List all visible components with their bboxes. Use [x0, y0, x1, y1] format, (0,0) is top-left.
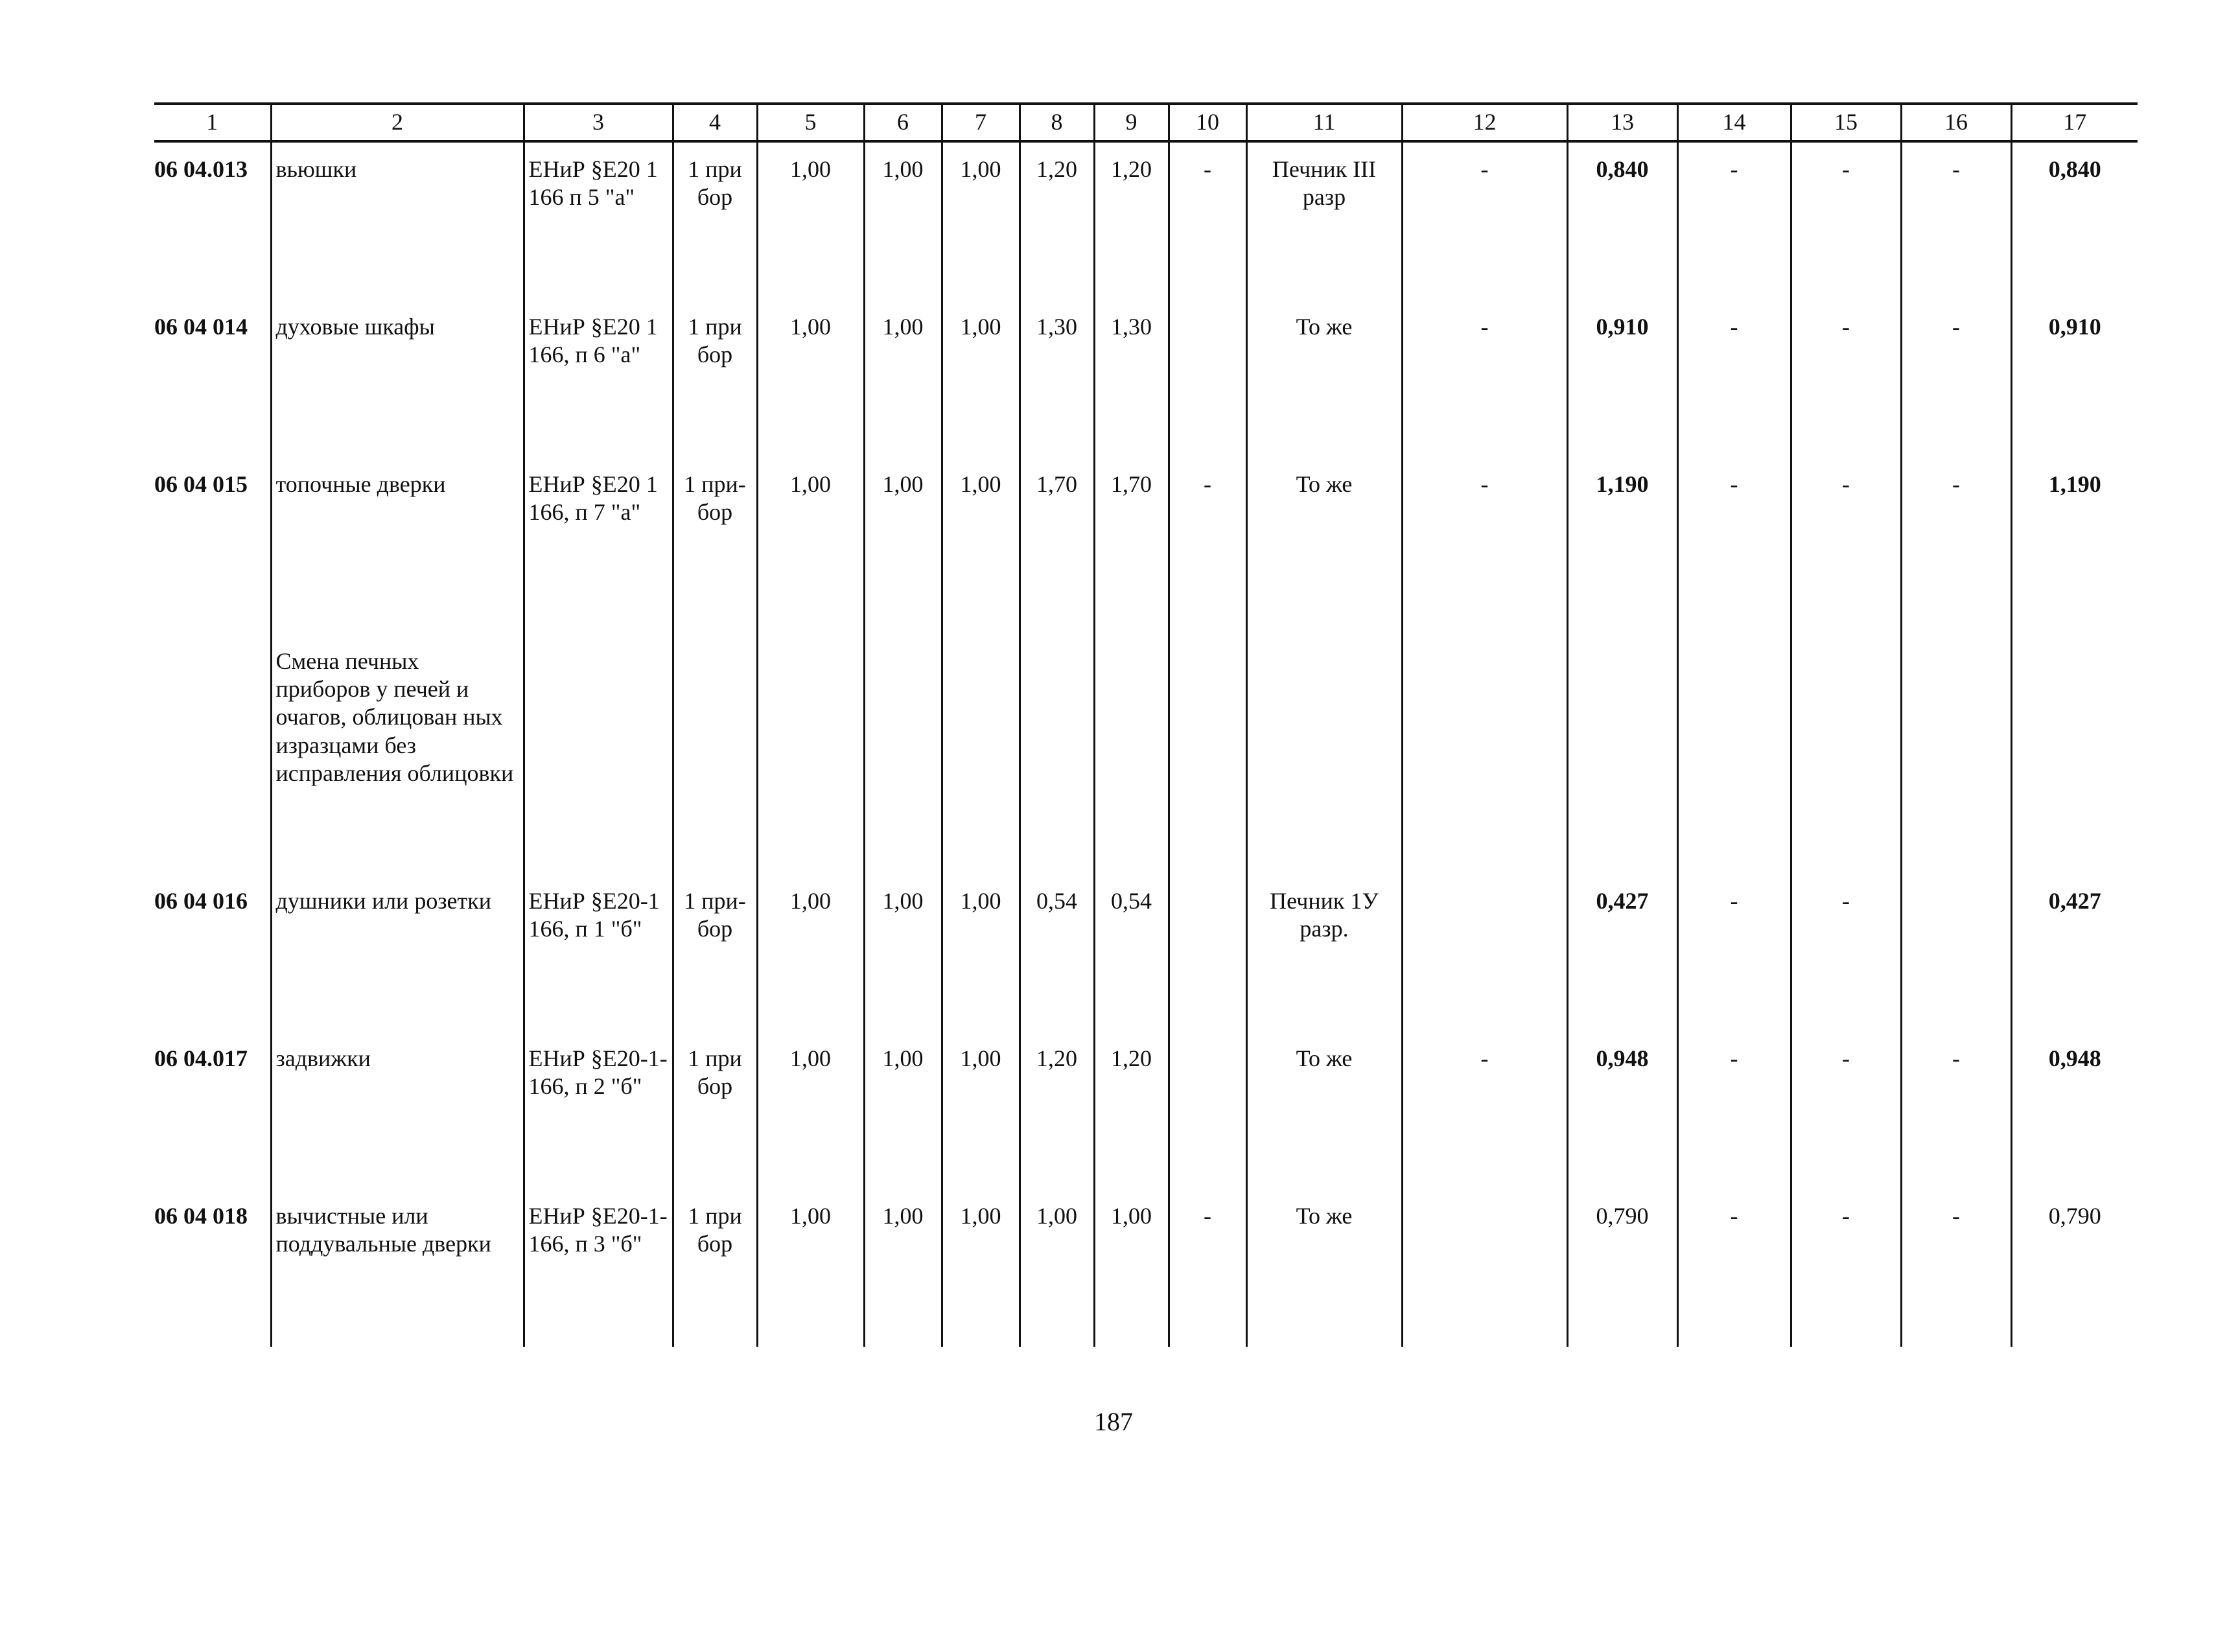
cell-col14: -: [1677, 1032, 1791, 1189]
column-header: 7: [942, 104, 1020, 141]
cell-col6: 1,00: [864, 1189, 942, 1347]
cell-col7: 1,00: [942, 141, 1020, 300]
item-name: вьюшки: [271, 141, 524, 300]
item-justification: ЕНиР §Е20-1-166, п 2 "б": [524, 1032, 673, 1189]
cell-col16: -: [1901, 458, 2011, 615]
empty-cell: [1169, 615, 1246, 874]
cell-col8: 1,00: [1020, 1189, 1094, 1347]
cell-col8: 0,54: [1020, 874, 1094, 1032]
item-code: 06 04.017: [154, 1032, 271, 1189]
cell-col8: 1,30: [1020, 300, 1094, 458]
page-number: 187: [1094, 1407, 1133, 1436]
empty-cell: [942, 615, 1020, 874]
item-name: духовые шкафы: [271, 300, 524, 458]
cell-col5: 1,00: [757, 1032, 864, 1189]
cell-col14: -: [1677, 458, 1791, 615]
column-header: 4: [673, 104, 757, 141]
item-name: топочные дверки: [271, 458, 524, 615]
item-justification: ЕНиР §Е20 1 166, п 6 "а": [524, 300, 673, 458]
rates-table: [154, 102, 2138, 1347]
cell-col15: -: [1791, 300, 1901, 458]
cell-col16: -: [1901, 1032, 2011, 1189]
column-header: 10: [1169, 104, 1246, 141]
section-heading: Смена печных приборов у печей и очагов, облицован ных изразцами без исправления облицовки: [271, 615, 524, 874]
item-unit: 1 при-бор: [673, 458, 757, 615]
empty-cell: [1402, 615, 1567, 874]
column-header: 8: [1020, 104, 1094, 141]
table-row: [154, 874, 2138, 1032]
cell-col12: -: [1402, 141, 1567, 300]
empty-cell: [673, 615, 757, 874]
table-row: [154, 458, 2138, 615]
cell-col13: 0,840: [1567, 141, 1677, 300]
empty-cell: [757, 615, 864, 874]
cell-col10: [1169, 1032, 1246, 1189]
column-header: 1: [154, 104, 271, 141]
cell-col5: 1,00: [757, 458, 864, 615]
cell-col13: 0,427: [1567, 874, 1677, 1032]
cell-col13: 0,910: [1567, 300, 1677, 458]
cell-col10: [1169, 874, 1246, 1032]
cell-col7: 1,00: [942, 874, 1020, 1032]
cell-col8: 1,20: [1020, 1032, 1094, 1189]
cell-col17: 0,840: [2011, 141, 2138, 300]
column-header: 14: [1677, 104, 1791, 141]
cell-col13: 1,190: [1567, 458, 1677, 615]
item-code: 06 04 018: [154, 1189, 271, 1347]
item-justification: ЕНиР §Е20-1 166, п 1 "б": [524, 874, 673, 1032]
cell-col15: -: [1791, 458, 1901, 615]
cell-col5: 1,00: [757, 874, 864, 1032]
item-unit: 1 при бор: [673, 300, 757, 458]
cell-col7: 1,00: [942, 1189, 1020, 1347]
column-header: 11: [1246, 104, 1402, 141]
cell-col6: 1,00: [864, 874, 942, 1032]
cell-col13: 0,790: [1567, 1189, 1677, 1347]
item-justification: ЕНиР §Е20 1 166 п 5 "а": [524, 141, 673, 300]
cell-col9: 1,70: [1094, 458, 1169, 615]
cell-col14: -: [1677, 300, 1791, 458]
cell-col5: 1,00: [757, 141, 864, 300]
item-code: 06 04 015: [154, 458, 271, 615]
cell-col14: -: [1677, 1189, 1791, 1347]
column-header: 16: [1901, 104, 2011, 141]
empty-cell: [864, 615, 942, 874]
cell-col7: 1,00: [942, 300, 1020, 458]
empty-cell: [2011, 615, 2138, 874]
cell-col15: -: [1791, 1032, 1901, 1189]
cell-col10: [1169, 300, 1246, 458]
cell-col13: 0,948: [1567, 1032, 1677, 1189]
item-unit: 1 при бор: [673, 141, 757, 300]
cell-col5: 1,00: [757, 300, 864, 458]
item-code: 06 04.013: [154, 141, 271, 300]
item-unit: 1 при-бор: [673, 874, 757, 1032]
cell-col17: 0,948: [2011, 1032, 2138, 1189]
column-header: 15: [1791, 104, 1901, 141]
item-name: вычистные или поддувальные дверки: [271, 1189, 524, 1347]
cell-col9: 0,54: [1094, 874, 1169, 1032]
item-worker: То же: [1246, 1189, 1402, 1347]
cell-col12: -: [1402, 300, 1567, 458]
item-name: душники или розетки: [271, 874, 524, 1032]
table-row: [154, 141, 2138, 300]
cell-col17: 1,190: [2011, 458, 2138, 615]
item-worker: То же: [1246, 458, 1402, 615]
empty-cell: [1567, 615, 1677, 874]
column-header: 3: [524, 104, 673, 141]
column-header: 12: [1402, 104, 1567, 141]
cell-col8: 1,20: [1020, 141, 1094, 300]
cell-col12: -: [1402, 458, 1567, 615]
column-header: 17: [2011, 104, 2138, 141]
column-header: 9: [1094, 104, 1169, 141]
cell-col15: -: [1791, 1189, 1901, 1347]
item-justification: ЕНиР §Е20-1-166, п 3 "б": [524, 1189, 673, 1347]
empty-cell: [524, 615, 673, 874]
column-header: 2: [271, 104, 524, 141]
item-worker: Печник III разр: [1246, 141, 1402, 300]
cell-col17: 0,910: [2011, 300, 2138, 458]
table-row: [154, 1189, 2138, 1347]
cell-col10: -: [1169, 141, 1246, 300]
empty-cell: [1901, 615, 2011, 874]
cell-col9: 1,00: [1094, 1189, 1169, 1347]
item-name: задвижки: [271, 1032, 524, 1189]
cell-col7: 1,00: [942, 1032, 1020, 1189]
cell-col9: 1,30: [1094, 300, 1169, 458]
item-code: 06 04 014: [154, 300, 271, 458]
cell-col12: [1402, 1189, 1567, 1347]
cell-col8: 1,70: [1020, 458, 1094, 615]
table-row: [154, 300, 2138, 458]
cell-col12: [1402, 874, 1567, 1032]
cell-col14: -: [1677, 141, 1791, 300]
empty-cell: [154, 615, 271, 874]
cell-col9: 1,20: [1094, 141, 1169, 300]
empty-cell: [1246, 615, 1402, 874]
cell-col7: 1,00: [942, 458, 1020, 615]
empty-cell: [1677, 615, 1791, 874]
cell-col16: -: [1901, 1189, 2011, 1347]
cell-col15: -: [1791, 141, 1901, 300]
cell-col10: -: [1169, 1189, 1246, 1347]
empty-cell: [1094, 615, 1169, 874]
item-justification: ЕНиР §Е20 1 166, п 7 "а": [524, 458, 673, 615]
column-number-header: [154, 104, 2138, 141]
item-worker: То же: [1246, 300, 1402, 458]
cell-col5: 1,00: [757, 1189, 864, 1347]
cell-col12: -: [1402, 1032, 1567, 1189]
column-header: 6: [864, 104, 942, 141]
empty-cell: [1791, 615, 1901, 874]
column-header: 5: [757, 104, 864, 141]
cell-col6: 1,00: [864, 458, 942, 615]
cell-col16: -: [1901, 141, 2011, 300]
cell-col16: -: [1901, 300, 2011, 458]
cell-col6: 1,00: [864, 300, 942, 458]
cell-col16: [1901, 874, 2011, 1032]
cell-col15: -: [1791, 874, 1901, 1032]
cell-col17: 0,427: [2011, 874, 2138, 1032]
cell-col6: 1,00: [864, 141, 942, 300]
item-unit: 1 при бор: [673, 1189, 757, 1347]
item-code: 06 04 016: [154, 874, 271, 1032]
cell-col9: 1,20: [1094, 1032, 1169, 1189]
cell-col6: 1,00: [864, 1032, 942, 1189]
item-worker: То же: [1246, 1032, 1402, 1189]
cell-col10: -: [1169, 458, 1246, 615]
item-unit: 1 при бор: [673, 1032, 757, 1189]
empty-cell: [1020, 615, 1094, 874]
table-row: [154, 1032, 2138, 1189]
item-worker: Печник 1У разр.: [1246, 874, 1402, 1032]
column-header: 13: [1567, 104, 1677, 141]
cell-col17: 0,790: [2011, 1189, 2138, 1347]
cell-col14: -: [1677, 874, 1791, 1032]
section-heading-row: [154, 615, 2138, 874]
